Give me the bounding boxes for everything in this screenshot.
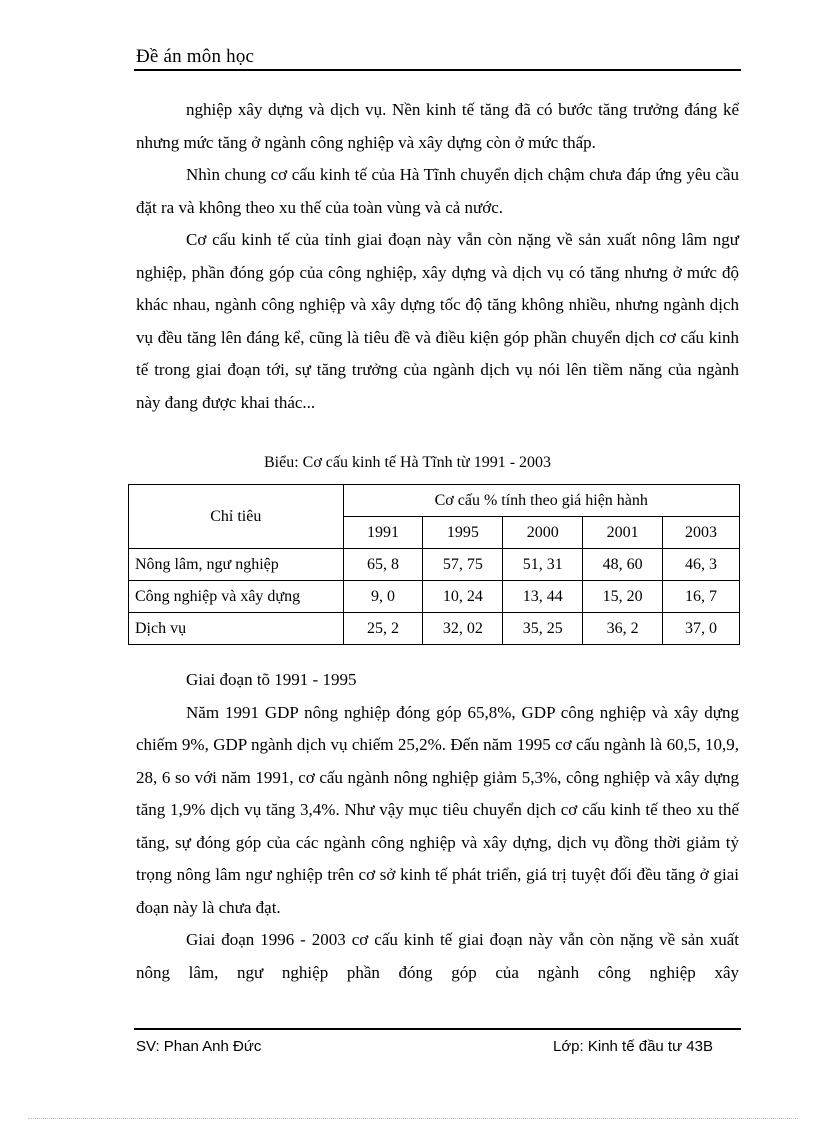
year-header-cell: 2003: [663, 517, 740, 549]
paragraph-1991-1995: Năm 1991 GDP nông nghiệp đóng góp 65,8%, GDP công nghiệp và xây dựng chiếm 9%, GDP ngành dịch vụ chiếm 25,2%. Đến năm 1995 cơ cấu ngành là 60,5, 10,9, 28, 6 so với năm 1991, cơ cấu ngành nông nghiệp giảm 5,3%, công nghiệp và xây dựng tăng 1,9% dịch vụ tăng 3,4%. Như vậy mục tiêu chuyển dịch cơ cấu kinh tế theo xu thế tăng, sự đóng góp của các ngành công nghiệp và xây dựng, dịch vụ đồng thời giảm tỷ trọng nông lâm ngư nghiệp trên cơ sở kinh tế phát triển, giá trị tuyệt đối đều tăng ở giai đoạn này là chưa đạt.: [136, 702, 739, 917]
footer-student: SV: Phan Anh Đức: [136, 1038, 262, 1055]
section-heading: Giai đoạn tõ 1991 - 1995: [186, 670, 357, 689]
year-header-cell: 2000: [503, 517, 583, 549]
row-header-cell: Chỉ tiêu: [129, 485, 344, 549]
group-header-cell: Cơ cấu % tính theo giá hiện hành: [343, 485, 739, 517]
value-cell: 32, 02: [423, 613, 503, 645]
paragraph-continuation: nghiệp xây dựng và dịch vụ. Nền kinh tế tăng đã có bước tăng trưởng đáng kể nhưng mức tăng ở ngành công nghiệp và xây dựng còn ở mức thấp.: [136, 100, 739, 152]
value-cell: 36, 2: [583, 613, 663, 645]
footer-divider: [134, 1028, 741, 1030]
value-cell: 46, 3: [663, 549, 740, 581]
value-cell: 48, 60: [583, 549, 663, 581]
year-header-cell: 1991: [343, 517, 423, 549]
body-text-bottom: [136, 664, 739, 989]
table-caption: Biểu: Cơ cấu kinh tế Hà Tĩnh từ 1991 - 2003: [264, 454, 552, 471]
value-cell: 35, 25: [503, 613, 583, 645]
row-label-cell: Công nghiệp và xây dựng: [129, 581, 344, 613]
table-header-row: [129, 485, 740, 517]
footer-class: Lớp: Kinh tế đầu tư 43B: [553, 1038, 713, 1055]
value-cell: 65, 8: [343, 549, 423, 581]
table-row: [129, 549, 740, 581]
row-label-cell: Dịch vụ: [129, 613, 344, 645]
value-cell: 15, 20: [583, 581, 663, 613]
row-label-cell: Nông lâm, ngư nghiệp: [129, 549, 344, 581]
paragraph-structure: Cơ cấu kinh tế của tỉnh giai đoạn này vẫn còn nặng về sản xuất nông lâm ngư nghiệp, phần đóng góp của công nghiệp, xây dựng và dịch vụ có tăng nhưng ở mức độ khác nhau, ngành công nghiệp và xây dựng tốc độ tăng không nhiều, nhưng ngành dịch vụ đều tăng lên đáng kể, cũng là tiêu đề và điều kiện góp phần chuyển dịch cơ cấu kinh tế trong giai đoạn tới, sự tăng trưởng của ngành dịch vụ nói lên tiềm năng của ngành này đang được khai thác...: [136, 230, 739, 412]
economic-structure-table: [128, 484, 740, 645]
page-header-title: Đề án môn học: [136, 46, 255, 67]
year-header-cell: 1995: [423, 517, 503, 549]
year-header-cell: 2001: [583, 517, 663, 549]
value-cell: 57, 75: [423, 549, 503, 581]
value-cell: 37, 0: [663, 613, 740, 645]
table-row: [129, 613, 740, 645]
body-text-top: [136, 94, 739, 419]
page-edge-divider: [28, 1118, 798, 1119]
value-cell: 10, 24: [423, 581, 503, 613]
header-divider: [134, 69, 741, 71]
value-cell: 51, 31: [503, 549, 583, 581]
table-row: [129, 581, 740, 613]
value-cell: 16, 7: [663, 581, 740, 613]
value-cell: 9, 0: [343, 581, 423, 613]
paragraph-1996-2003: Giai đoạn 1996 - 2003 cơ cấu kinh tế giai đoạn này vẫn còn nặng về sản xuất nông lâm, ngư nghiệp phần đóng góp của ngành công nghiệp xây: [136, 930, 739, 982]
value-cell: 13, 44: [503, 581, 583, 613]
value-cell: 25, 2: [343, 613, 423, 645]
paragraph-summary: Nhìn chung cơ cấu kinh tế của Hà Tĩnh chuyển dịch chậm chưa đáp ứng yêu cầu đặt ra và không theo xu thế của toàn vùng và cả nước.: [136, 165, 739, 217]
